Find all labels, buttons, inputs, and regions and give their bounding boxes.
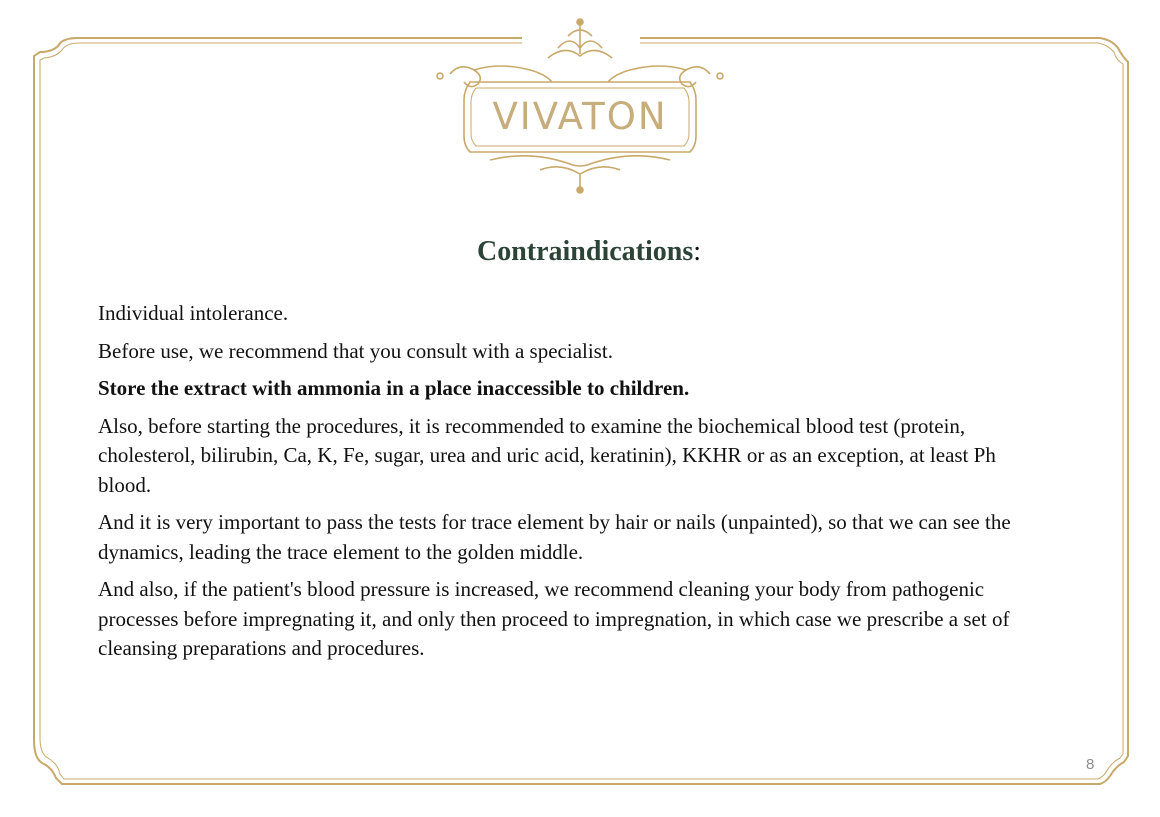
logo-text: VIVATON xyxy=(492,95,668,138)
paragraph-intolerance: Individual intolerance. xyxy=(98,301,289,325)
logo-right-scroll xyxy=(608,66,710,87)
page-number: 8 xyxy=(1086,756,1095,773)
title-colon: : xyxy=(693,236,702,267)
logo-right-dot xyxy=(717,73,723,79)
paragraph-storage-warning: Store the extract with ammonia in a place inaccessible to children. xyxy=(98,376,690,400)
title-text: Contraindications xyxy=(476,236,694,267)
logo-left-dot xyxy=(437,73,443,79)
logo-bottom-ornament xyxy=(490,156,670,188)
page-title xyxy=(0,236,1160,268)
logo-bottom-jewel xyxy=(577,187,583,193)
paragraph-blood-test: Also, before starting the procedures, it is recommended to examine the biochemical blood test (protein, cholesterol, bilirubin, Ca, K, Fe, sugar, urea and uric acid, keratinin), KKHR or as an exception, at least Ph blood. xyxy=(98,413,996,497)
logo-crown-ornament xyxy=(548,22,612,58)
contraindications-body xyxy=(98,299,1038,672)
paragraph-blood-pressure: And also, if the patient's blood pressure is increased, we recommend cleaning your body from pathogenic processes before impregnating it, and only then proceed to impregnation, in which case we prescribe a set of cleansing preparations and procedures. xyxy=(98,577,1010,660)
logo-left-scroll xyxy=(450,66,552,87)
paragraph-trace-elements: And it is very important to pass the tests for trace element by hair or nails (unpainted), so that we can see the dynamics, leading the trace element to the golden middle. xyxy=(98,510,1011,564)
paragraph-consult: Before use, we recommend that you consult with a specialist. xyxy=(98,338,613,363)
logo-crown-jewel xyxy=(577,19,583,25)
vivaton-logo xyxy=(430,14,730,194)
